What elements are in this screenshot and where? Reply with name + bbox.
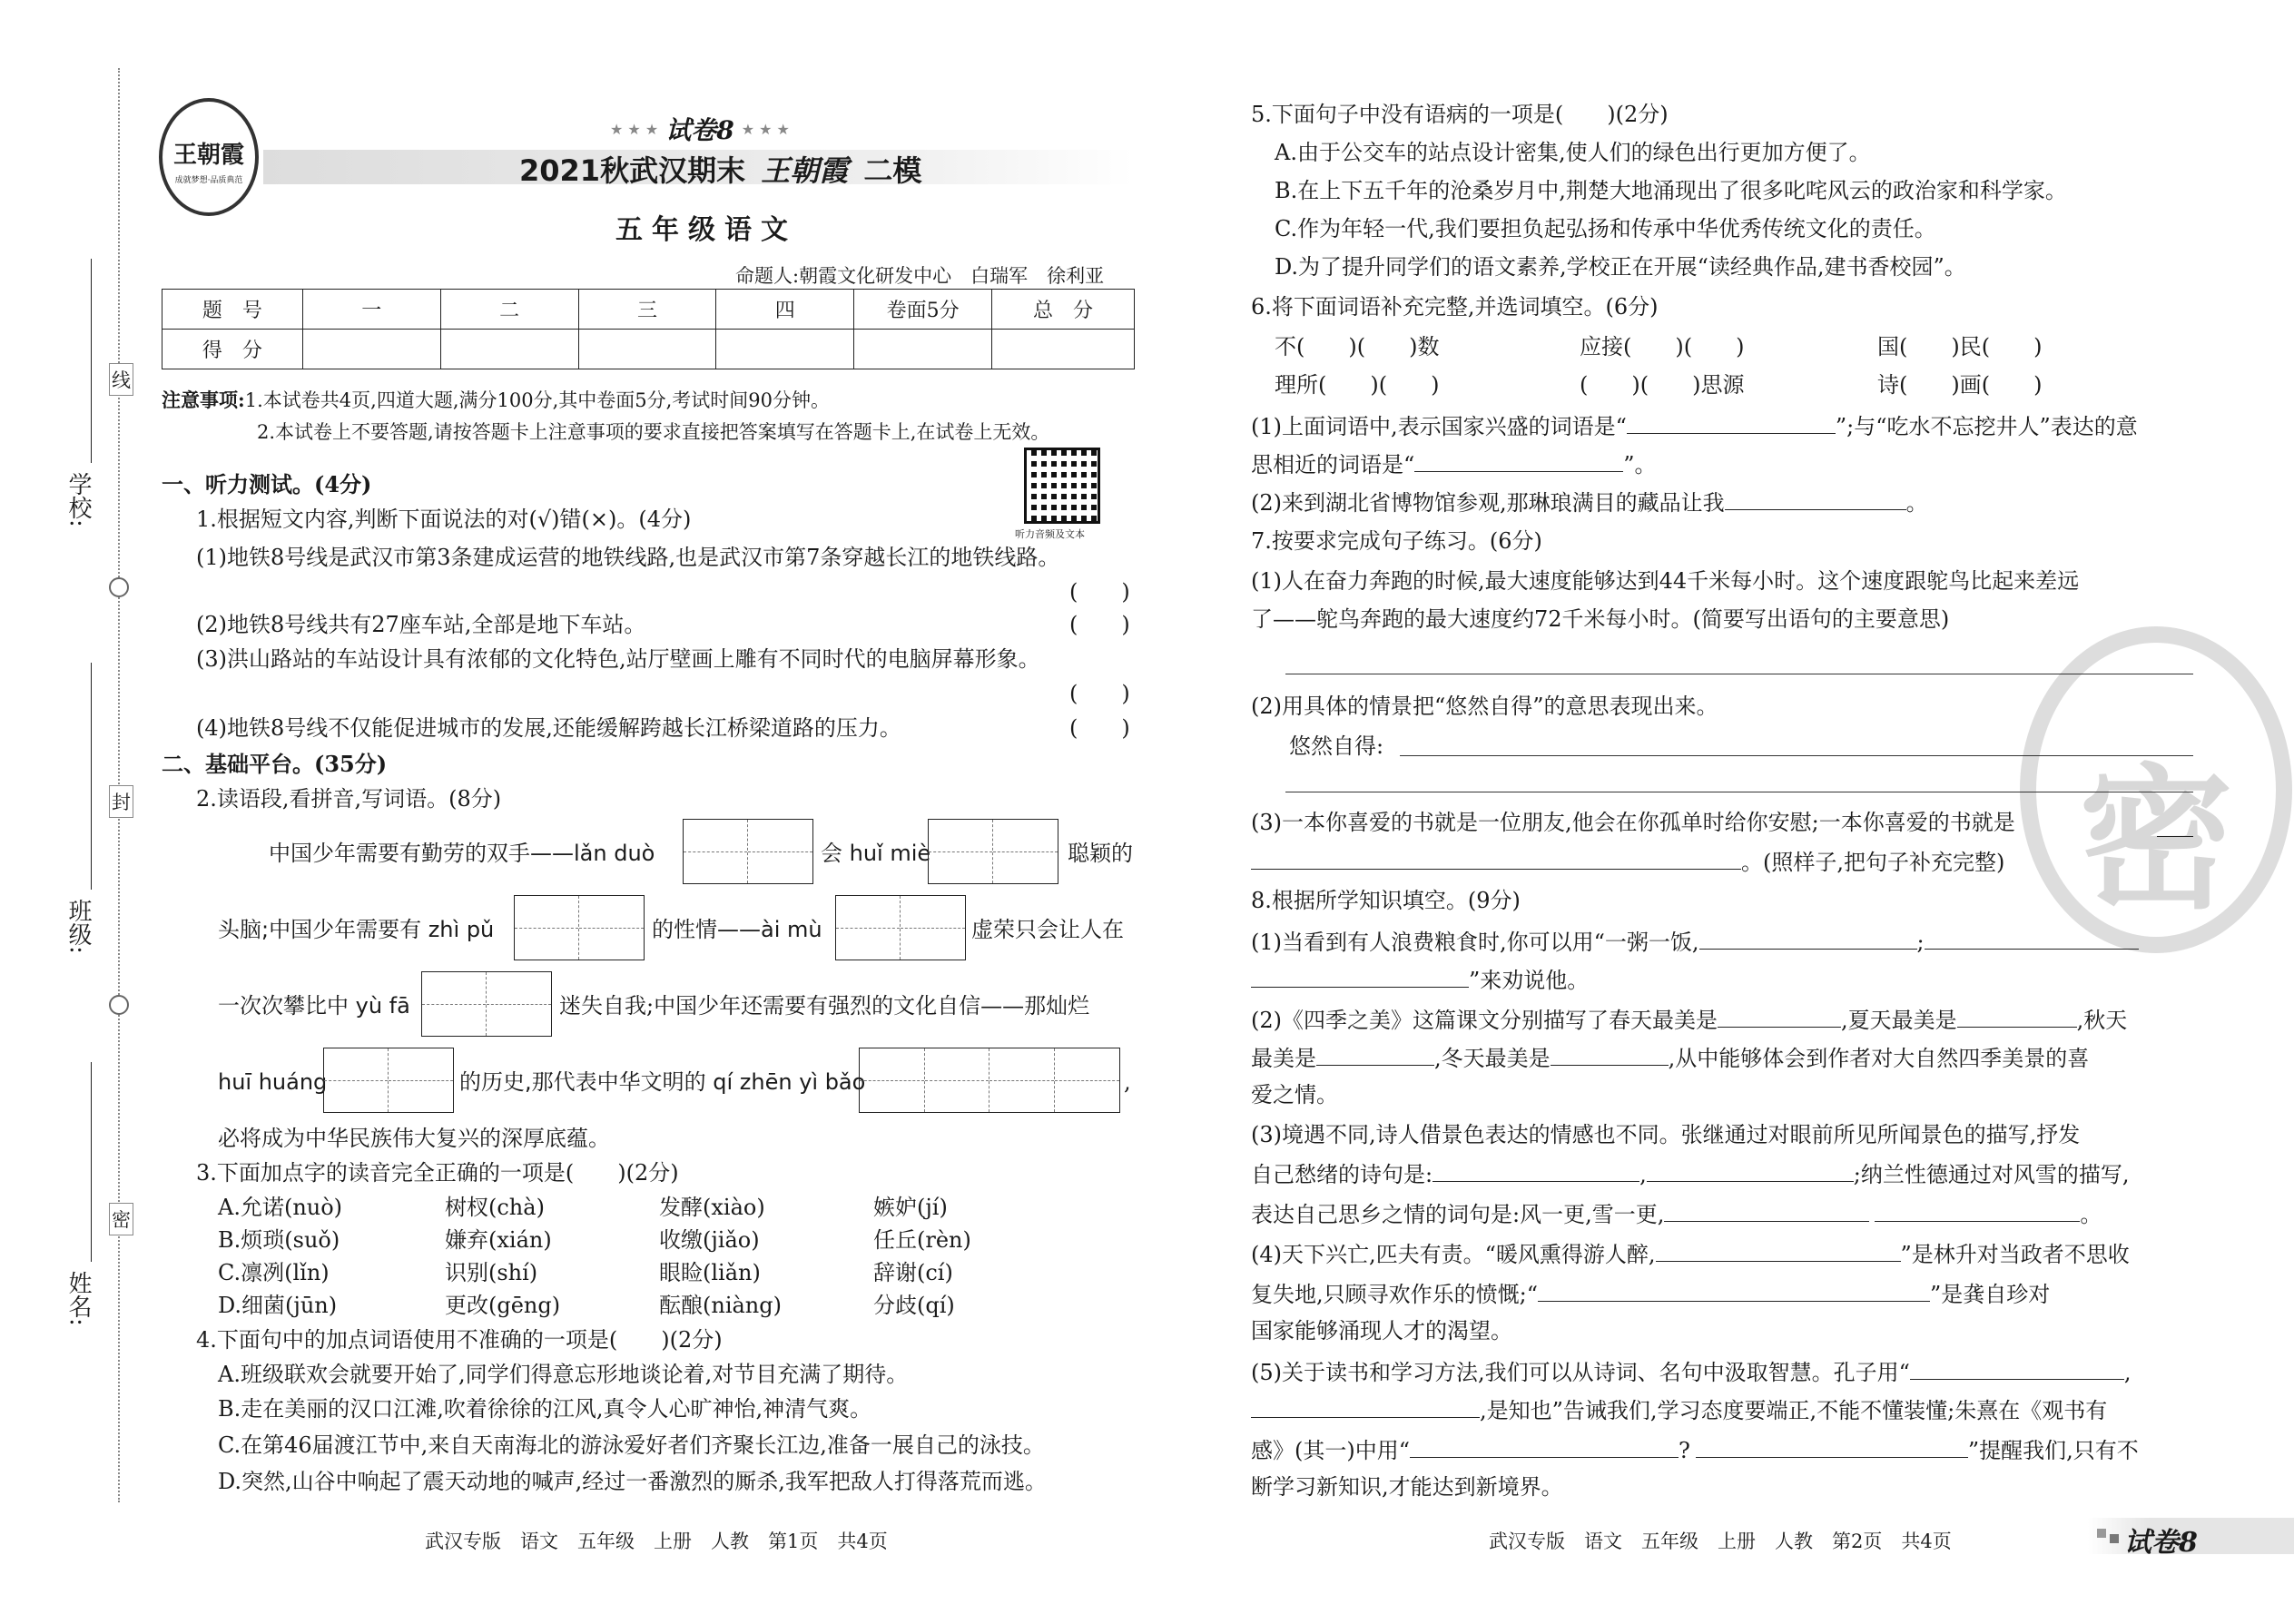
q6-word[interactable]: 理所( )( ) xyxy=(1275,372,1440,398)
q8-sub4-c: 复失地,只顾寻欢作乐的愤慨;“ xyxy=(1251,1282,1538,1307)
section-2-title: 二、基础平台。(35分) xyxy=(162,751,388,777)
q5-stem: 5.下面句子中没有语病的一项是( )(2分) xyxy=(1251,102,1669,127)
q2-p3a: 一次次攀比中 yù fā xyxy=(218,993,410,1019)
q8-sub4-e: 国家能够涌现人才的渴望。 xyxy=(1251,1318,1512,1343)
corner-tag: 试卷8 xyxy=(2124,1527,2198,1559)
q1-answer-2[interactable]: ( ) xyxy=(1069,612,1130,637)
q7-sub3-b: 。(照样子,把句子补充完整) xyxy=(1741,850,2005,875)
q8-sub2-g: 爱之情。 xyxy=(1251,1082,1338,1107)
q8-sub1-a: (1)当看到有人浪费粮食时,你可以用“一粥一饭, xyxy=(1251,930,1699,955)
q5-opt-a[interactable]: A.由于公交车的站点设计密集,使人们的绿色出行更加方便了。 xyxy=(1275,140,1871,165)
q8-sub2 xyxy=(1251,1004,2127,1035)
footer-left: 武汉专版 语文 五年级 上册 人教 第1页 共4页 xyxy=(425,1530,888,1552)
q8-sub5-cont xyxy=(1251,1394,2107,1425)
exam-title xyxy=(519,148,921,190)
q8-sub4 xyxy=(1251,1238,2130,1269)
score-cell[interactable] xyxy=(578,330,716,369)
score-head-1: 一 xyxy=(302,290,440,330)
score-head-0: 题 号 xyxy=(162,290,303,330)
q6-sub2 xyxy=(1251,487,1928,517)
q8-sub4-cont xyxy=(1251,1278,2050,1309)
q6-word[interactable]: 应接( )( ) xyxy=(1580,334,1745,359)
q7-sub2-label: 悠然自得: xyxy=(1289,733,1384,759)
q7-sub2: (2)用具体的情景把“悠然自得”的意思表现出来。 xyxy=(1251,694,1718,719)
title-suffix: 二模 xyxy=(863,153,922,188)
q2-p2b: 的性情——ài mù xyxy=(652,917,822,942)
q8-sub2-a: (2)《四季之美》这篇课文分别描写了春天最美是 xyxy=(1251,1008,1718,1033)
q3-opt: 辞谢(cí) xyxy=(873,1260,953,1285)
score-head-3: 三 xyxy=(578,290,716,330)
q6-blank-2[interactable] xyxy=(1414,448,1623,472)
pinyin-box-lanxduo[interactable] xyxy=(683,819,813,884)
q5-opt-c[interactable]: C.作为年轻一代,我们要担负起弘扬和传承中华优秀传统文化的责任。 xyxy=(1275,216,1936,241)
q8-sub5-e: ? xyxy=(1679,1438,1690,1463)
q3-opt: 识别(shí) xyxy=(445,1260,538,1285)
q6-sub2-a: (2)来到湖北省博物馆参观,那琳琅满目的藏品让我 xyxy=(1251,490,1725,516)
score-cell[interactable] xyxy=(716,330,854,369)
q8-sub2-f: ,从中能够体会到作者对大自然四季美景的喜 xyxy=(1668,1046,2090,1071)
q1-item-3: (3)洪山路站的车站设计具有浓郁的文化特色,站厅壁画上雕有不同时代的电脑屏幕形象。 xyxy=(196,646,1040,672)
q7-stem: 7.按要求完成句子练习。(6分) xyxy=(1251,528,1542,554)
q3-opt: 更改(gēng) xyxy=(445,1293,561,1318)
pinyin-box-qizhenyibao[interactable] xyxy=(859,1048,1120,1113)
title-prefix: 2021秋武汉期末 xyxy=(519,153,746,188)
authors: 命题人:朝霞文化研发中心 白瑞军 徐利亚 xyxy=(735,265,1105,287)
seal-mark-2: 封 xyxy=(109,785,133,818)
watermark-text: 密 xyxy=(2078,751,2233,930)
q3-opt[interactable]: B.烦琐(suǒ) xyxy=(218,1227,340,1253)
q6-sub1-c: 思相近的词语是“ xyxy=(1251,452,1415,477)
q4-stem: 4.下面句中的加点词语使用不准确的一项是( )(2分) xyxy=(196,1327,723,1353)
pinyin-box-huimie[interactable] xyxy=(928,819,1058,884)
q8-sub3-cont xyxy=(1251,1198,2102,1229)
q1-item-4: (4)地铁8号线不仅能促进城市的发展,还能缓解跨越长江桥梁道路的压力。 xyxy=(196,715,901,741)
q8-sub5-b: , xyxy=(2123,1360,2132,1385)
qr-code[interactable] xyxy=(1024,448,1100,524)
notes-label: 注意事项: xyxy=(162,389,245,411)
seal-mark-3: 密 xyxy=(109,1203,133,1235)
score-head-4: 四 xyxy=(716,290,854,330)
q3-stem: 3.下面加点字的读音完全正确的一项是( )(2分) xyxy=(196,1160,679,1186)
q8-sub2-d: 最美是 xyxy=(1251,1046,1316,1071)
q8-blank-18[interactable] xyxy=(1696,1434,1968,1458)
q4-opt-d[interactable]: D.突然,山谷中响起了震天动地的喊声,经过一番激烈的厮杀,我军把敌人打得落荒而逃。 xyxy=(218,1469,1047,1494)
score-cell[interactable] xyxy=(302,330,440,369)
q3-opt[interactable]: D.细菌(jūn) xyxy=(218,1293,338,1318)
q3-opt[interactable]: A.允诺(nuò) xyxy=(218,1195,343,1220)
q1-stem: 1.根据短文内容,判断下面说法的对(√)错(×)。(4分) xyxy=(196,507,692,532)
logo-text: 王朝霞 xyxy=(172,142,244,169)
q8-sub3-d: ;纳兰性德通过对风雪的描写, xyxy=(1853,1162,2130,1187)
q8-sub4-a: (4)天下兴亡,匹夫有责。“暖风熏得游人醉, xyxy=(1251,1242,1656,1267)
q2-p3b: 迷失自我;中国少年还需要有强烈的文化自信——那灿烂 xyxy=(559,993,1090,1019)
q6-blank-1[interactable] xyxy=(1627,410,1836,434)
q4-opt-a[interactable]: A.班级联欢会就要开始了,同学们得意忘形地谈论着,对节目充满了期待。 xyxy=(218,1362,909,1387)
q6-word[interactable]: 诗( )画( ) xyxy=(1877,372,2043,398)
title-brand: 王朝霞 xyxy=(761,153,849,188)
q3-opt[interactable]: C.凛冽(lǐn) xyxy=(218,1260,330,1285)
q5-opt-d[interactable]: D.为了提升同学们的语文素养,学校正在开展“读经典作品,建书香校园”。 xyxy=(1275,254,1966,280)
pinyin-box-aimu[interactable] xyxy=(835,895,966,960)
q8-sub1 xyxy=(1251,926,2139,957)
q8-sub5-d: 感》(其一)中用“ xyxy=(1251,1438,1410,1463)
q6-sub1 xyxy=(1251,410,2138,441)
q8-blank-14[interactable] xyxy=(1538,1278,1930,1302)
q8-sub5-cont2 xyxy=(1251,1434,2139,1465)
q1-answer-1[interactable]: ( ) xyxy=(1069,579,1130,605)
pinyin-box-yufa[interactable] xyxy=(421,971,552,1037)
q8-sub5 xyxy=(1251,1356,2132,1387)
watermark-seal xyxy=(2020,626,2292,953)
q8-sub1-b: ; xyxy=(1916,930,1925,955)
q1-item-1: (1)地铁8号线是武汉市第3条建成运营的地铁线路,也是武汉市第7条穿越长江的地铁线路。 xyxy=(196,545,1060,570)
qr-caption: 听力音频及文本 xyxy=(1015,528,1085,540)
footer-right: 武汉专版 语文 五年级 上册 人教 第2页 共4页 xyxy=(1489,1530,1952,1552)
school-blank[interactable] xyxy=(91,259,92,463)
q8-sub3-e: 表达自己思乡之情的词句是:风一更,雪一更, xyxy=(1251,1202,1665,1227)
series-label: 试卷8 xyxy=(665,115,734,145)
seal-mark-1: 线 xyxy=(109,363,133,396)
q8-blank-3[interactable] xyxy=(1251,964,1469,988)
q2-p1c: 聪颖的 xyxy=(1068,841,1133,866)
q2-p1b: 会 huǐ miè xyxy=(821,841,931,866)
q2-p2c: 虚荣只会让人在 xyxy=(971,917,1124,942)
stars-left: ★ ★ ★ xyxy=(610,120,659,138)
q2-p4c: , xyxy=(1124,1069,1131,1095)
q4-opt-b[interactable]: B.走在美丽的汉口江滩,吹着徐徐的江风,真令人心旷神怡,神清气爽。 xyxy=(218,1396,872,1422)
q8-blank-7[interactable] xyxy=(1551,1042,1669,1066)
q3-opt: 发酵(xiào) xyxy=(659,1195,765,1220)
q8-sub4-d: ”是龚自珍对 xyxy=(1929,1282,2051,1307)
q8-blank-2[interactable] xyxy=(1925,926,2139,950)
q1-item-2: (2)地铁8号线共有27座车站,全部是地下车站。 xyxy=(196,612,646,637)
note-2: 2.本试卷上不要答题,请按答题卡上注意事项的要求直接把答案填写在答题卡上,在试卷上无效。 xyxy=(257,421,1050,443)
q2-stem: 2.读语段,看拼音,写词语。(8分) xyxy=(196,786,502,812)
q8-blank-16[interactable] xyxy=(1251,1394,1480,1418)
corner-square-2 xyxy=(2110,1534,2119,1543)
q8-stem: 8.根据所学知识填空。(9分) xyxy=(1251,888,1521,913)
q7-sub1-a: (1)人在奋力奔跑的时候,最大速度能够达到44千米每小时。这个速度跟鸵鸟比起来差远 xyxy=(1251,568,2080,594)
q7-blank-4[interactable] xyxy=(1251,846,1741,870)
class-label: 班级: xyxy=(64,899,92,954)
binding-hole-1 xyxy=(109,577,129,597)
q3-opt: 收缴(jiǎo) xyxy=(659,1227,760,1253)
q2-p1a: 中国少年需要有勤劳的双手——lǎn duò xyxy=(269,841,655,866)
q8-sub4-b: ”是林升对当政者不思收 xyxy=(1900,1242,2130,1267)
q8-blank-4[interactable] xyxy=(1718,1004,1841,1028)
class-blank[interactable] xyxy=(91,663,92,890)
section-1-title: 一、听力测试。(4分) xyxy=(162,471,372,497)
notes-line-1 xyxy=(162,386,830,413)
q8-sub5-a: (5)关于读书和学习方法,我们可以从诗词、名句中汲取智慧。孔子用“ xyxy=(1251,1360,1910,1385)
q8-sub5-f: ”提醒我们,只有不 xyxy=(1967,1438,2139,1463)
q8-sub2-b: ,夏天最美是 xyxy=(1841,1008,1957,1033)
pinyin-box-huihuang[interactable] xyxy=(323,1048,454,1113)
q8-sub2-c: ,秋天 xyxy=(2076,1008,2128,1033)
q4-opt-c[interactable]: C.在第46届渡江节中,来自天南海北的游泳爱好者们齐聚长江边,准备一展自己的泳技。 xyxy=(218,1432,1045,1458)
q8-sub3 xyxy=(1251,1158,2129,1189)
q2-p4a: huī huáng xyxy=(218,1069,328,1095)
pinyin-box-zhipu[interactable] xyxy=(514,895,645,960)
q3-opt: 眼睑(liǎn) xyxy=(659,1260,761,1285)
q2-p4b: 的历史,那代表中华文明的 qí zhēn yì bǎo xyxy=(459,1069,866,1095)
q8-blank-15[interactable] xyxy=(1910,1356,2124,1380)
score-table xyxy=(162,289,1135,369)
q8-blank-8[interactable] xyxy=(1433,1158,1639,1182)
q1-answer-3[interactable]: ( ) xyxy=(1069,681,1130,706)
note-1: 1.本试卷共4页,四道大题,满分100分,其中卷面5分,考试时间90分钟。 xyxy=(244,389,831,411)
q6-sub1-cont xyxy=(1251,448,1657,479)
score-cell[interactable] xyxy=(854,330,992,369)
q2-p2a: 头脑;中国少年需要有 zhì pǔ xyxy=(218,917,495,942)
q8-blank-9[interactable] xyxy=(1647,1158,1854,1182)
score-label: 得 分 xyxy=(162,330,303,369)
q8-blank-17[interactable] xyxy=(1410,1434,1679,1458)
name-blank[interactable] xyxy=(91,1062,92,1262)
q8-sub1-cont xyxy=(1251,964,1589,995)
q1-answer-4[interactable]: ( ) xyxy=(1069,715,1130,741)
corner-square-1 xyxy=(2097,1529,2106,1538)
q6-sub1-a: (1)上面词语中,表示国家兴盛的词语是“ xyxy=(1251,414,1627,439)
q8-sub5-g: 断学习新知识,才能达到新境界。 xyxy=(1251,1474,1563,1500)
q8-blank-6[interactable] xyxy=(1316,1042,1434,1066)
q3-opt: 嫌弃(xián) xyxy=(445,1227,552,1253)
subject-title: 五年级语文 xyxy=(615,214,797,246)
score-head-6: 总 分 xyxy=(992,290,1135,330)
q3-opt: 酝酿(niàng) xyxy=(659,1293,782,1318)
score-cell[interactable] xyxy=(440,330,578,369)
q3-opt: 嫉妒(jí) xyxy=(873,1195,948,1220)
q8-sub3-f: 。 xyxy=(2080,1202,2102,1227)
q3-opt: 树杈(chà) xyxy=(445,1195,545,1220)
q6-sub1-d: ”。 xyxy=(1623,452,1657,477)
q3-opt: 任丘(rèn) xyxy=(873,1227,971,1253)
q7-sub3-a: (3)一本你喜爱的书就是一位朋友,他会在你孤单时给你安慰;一本你喜爱的书就是 xyxy=(1251,810,2015,835)
series-line xyxy=(610,111,790,147)
q6-blank-3[interactable] xyxy=(1725,487,1906,510)
stars-right: ★ ★ ★ xyxy=(741,120,790,138)
name-label: 姓名: xyxy=(64,1271,92,1326)
q8-sub2-cont xyxy=(1251,1042,2089,1073)
q8-blank-12[interactable] xyxy=(1875,1198,2080,1222)
q6-stem: 6.将下面词语补充完整,并选词填空。(6分) xyxy=(1251,294,1659,320)
q8-blank-1[interactable] xyxy=(1699,926,1917,950)
q5-opt-b[interactable]: B.在上下五千年的沧桑岁月中,荆楚大地涌现出了很多叱咤风云的政治家和科学家。 xyxy=(1275,178,2067,203)
q8-sub5-c: ,是知也”告诫我们,学习态度要端正,不能不懂装懂;朱熹在《观书有 xyxy=(1480,1398,2108,1423)
score-head-5: 卷面5分 xyxy=(854,290,992,330)
q6-sub2-b: 。 xyxy=(1905,490,1928,516)
q7-blank-tail[interactable] xyxy=(2157,813,2193,837)
q8-sub3-c: , xyxy=(1639,1162,1647,1187)
q6-word[interactable]: 不( )( )数 xyxy=(1275,334,1440,359)
score-head-2: 二 xyxy=(440,290,578,330)
q7-sub3-line xyxy=(1251,846,2004,877)
q7-answer-line-2[interactable] xyxy=(1400,755,2193,756)
q8-sub3-a: (3)境遇不同,诗人借景色表达的情感也不同。张继通过对眼前所见所闻景色的描写,抒发 xyxy=(1251,1122,2081,1147)
q6-word[interactable]: ( )( )思源 xyxy=(1580,372,1745,398)
q8-blank-10[interactable] xyxy=(1664,1198,1869,1222)
logo-slogan: 成就梦想·品质典范 xyxy=(174,176,243,185)
q8-sub1-c: ”来劝说他。 xyxy=(1469,968,1590,993)
brand-logo xyxy=(159,98,259,216)
q3-opt: 分歧(qí) xyxy=(873,1293,955,1318)
q7-sub1-b: 了——鸵鸟奔跑的最大速度约72千米每小时。(简要写出语句的主要意思) xyxy=(1251,606,1950,632)
q6-sub1-b: ”;与“吃水不忘挖井人”表达的意 xyxy=(1835,414,2138,439)
q8-blank-5[interactable] xyxy=(1957,1004,2077,1028)
q8-blank-13[interactable] xyxy=(1656,1238,1901,1262)
binding-hole-2 xyxy=(109,995,129,1015)
q6-word[interactable]: 国( )民( ) xyxy=(1877,334,2043,359)
score-cell[interactable] xyxy=(992,330,1135,369)
q8-sub3-b: 自己愁绪的诗句是: xyxy=(1251,1162,1433,1187)
q8-sub2-e: ,冬天最美是 xyxy=(1434,1046,1551,1071)
school-label: 学校: xyxy=(64,472,92,527)
q2-p5: 必将成为中华民族伟大复兴的深厚底蕴。 xyxy=(218,1126,610,1151)
